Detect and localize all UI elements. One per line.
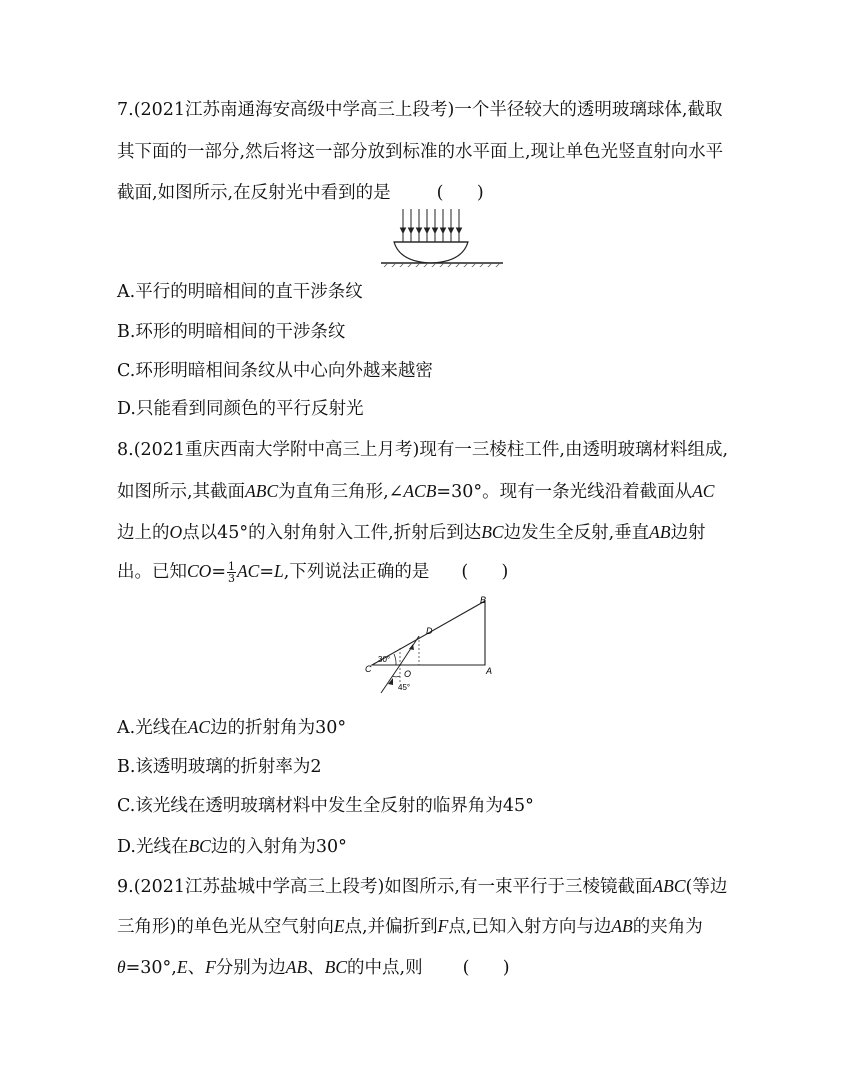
q9-abc: ABC: [652, 876, 686, 896]
q8-option-d-it: BC: [188, 836, 211, 856]
q7-option-b-text: B.环形的明暗相间的干涉条纹: [117, 322, 346, 342]
q8-option-d-post: 边的入射角为30°: [210, 837, 347, 857]
q7-line1: [117, 98, 722, 122]
q8-text1: 8.(2021重庆西南大学附中高三上月考)现有一三棱柱工件,由透明玻璃材料组成,: [117, 440, 729, 460]
q9-line2: [117, 914, 703, 939]
q7-option-b[interactable]: [117, 320, 345, 344]
q7-lens: [394, 242, 468, 263]
q8-option-d[interactable]: [117, 834, 347, 859]
q9-ab: AB: [611, 916, 633, 936]
q8-line2: [117, 479, 714, 504]
q9-text1b: (等边: [685, 877, 728, 897]
q8-option-c-text: C.该光线在透明玻璃材料中发生全反射的临界角为45°: [117, 796, 534, 816]
q8-o: O: [169, 522, 183, 542]
q8-frac-den: 3: [227, 572, 235, 585]
q7-lens-figure: [378, 206, 506, 270]
q8-line3: [117, 520, 706, 545]
q9-text3b: 、: [187, 958, 206, 978]
q8-line4: [117, 559, 508, 584]
q7-option-d-text: D.只能看到同颜色的平行反射光: [117, 399, 364, 419]
q7-answer-paren: ( ): [436, 183, 484, 203]
q8-text3a: 边上的: [117, 523, 170, 543]
q8-ac: AC: [692, 481, 715, 501]
q9-bc: BC: [324, 957, 348, 977]
q8-text3d: 边射: [670, 523, 706, 543]
q8-label-b: B: [480, 595, 487, 605]
q9-text3e: 的中点,则: [347, 958, 423, 978]
q8-eq2: =: [259, 562, 275, 582]
q8-text3b: 点以45°的入射角射入工件,折射后到达: [182, 523, 482, 543]
q8-line1: [117, 438, 728, 462]
q9-text2c: 点,已知入射方向与边: [448, 917, 612, 937]
q8-frac-num: 1: [227, 560, 235, 573]
q8-text2b: 为直角三角形,∠: [278, 482, 404, 502]
q8-text4a: 出。已知: [117, 562, 187, 582]
q8-fraction: [227, 561, 236, 584]
q8-bc: BC: [481, 522, 504, 542]
q7-option-a[interactable]: [117, 280, 363, 304]
q8-label-d: D: [426, 626, 433, 636]
q9-f: F: [437, 916, 449, 936]
q8-text2c: =30°。现有一条光线沿着截面从: [436, 482, 693, 502]
q7-option-c[interactable]: [117, 359, 433, 383]
q8-option-b-text: B.该透明玻璃的折射率为2: [117, 757, 322, 777]
q8-eq1: =: [211, 562, 226, 582]
q7-option-a-text: A.平行的明暗相间的直干涉条纹: [117, 282, 363, 302]
q7-option-d[interactable]: [117, 397, 363, 421]
q8-prism-figure: [362, 592, 502, 696]
q7-option-c-text: C.环形明暗相间条纹从中心向外越来越密: [117, 361, 433, 381]
q9-f2: F: [205, 957, 216, 977]
q8-option-a-post: 边的折射角为30°: [210, 718, 347, 738]
q8-label-o: O: [404, 669, 412, 679]
q9-text2b: 点,并偏折到: [344, 917, 438, 937]
q9-ab2: AB: [285, 957, 308, 977]
q8-text2a: 如图所示,其截面: [117, 482, 246, 502]
q7-line3: [117, 181, 484, 205]
q7-text3: 截面,如图所示,在反射光中看到的是: [117, 183, 391, 203]
q9-line3: [117, 955, 510, 980]
q8-option-c[interactable]: [117, 794, 534, 818]
q8-co: CO: [187, 561, 212, 581]
q9-text2d: 的夹角为: [632, 917, 703, 937]
q9-text3d: 、: [307, 958, 325, 978]
q8-ac2: AC: [236, 561, 260, 581]
q8-ray-refracted: [400, 636, 419, 665]
q7-text2: 其下面的一部分,然后将这一部分放到标准的水平面上,现让单色光竖直射向水平: [117, 142, 724, 162]
q8-option-a-pre: A.光线在: [117, 718, 188, 738]
q8-acb: ACB: [403, 481, 437, 501]
q8-angle45-arc: [392, 676, 400, 677]
q8-answer-paren: ( ): [461, 562, 509, 582]
q8-option-a[interactable]: [117, 715, 346, 740]
q8-text3c: 边发生全反射,垂直: [503, 523, 650, 543]
q8-option-d-pre: D.光线在: [117, 837, 189, 857]
q8-angle45: 45°: [398, 683, 411, 692]
q7-text1: 7.(2021江苏南通海安高级中学高三上段考)一个半径较大的透明玻璃球体,截取: [117, 100, 723, 120]
q8-text4b: ,下列说法正确的是: [283, 562, 430, 582]
q9-e: E: [333, 916, 345, 936]
q9-theta: θ: [117, 957, 126, 977]
q8-l: L: [274, 561, 284, 581]
q9-line1: [117, 874, 727, 899]
q8-abc: ABC: [245, 481, 279, 501]
q8-ab: AB: [649, 522, 671, 542]
q9-text1a: 9.(2021江苏盐城中学高三上段考)如图所示,有一束平行于三棱镜截面: [117, 877, 653, 897]
q8-label-c: C: [365, 664, 372, 674]
q8-angle30: 30°: [378, 655, 391, 664]
q8-label-a: A: [486, 666, 493, 676]
q7-light-rays: [401, 209, 462, 242]
q7-line2: [117, 140, 723, 164]
q9-text2a: 三角形)的单色光从空气射向: [117, 917, 334, 937]
q9-e2: E: [176, 957, 188, 977]
q8-option-b[interactable]: [117, 755, 322, 779]
q9-answer-paren: ( ): [462, 958, 510, 978]
q9-text3c: 分别为边: [215, 958, 286, 978]
q8-option-a-it: AC: [187, 717, 211, 737]
q9-text3a: =30°,: [125, 958, 177, 978]
q8-angle-arc: [394, 654, 396, 665]
